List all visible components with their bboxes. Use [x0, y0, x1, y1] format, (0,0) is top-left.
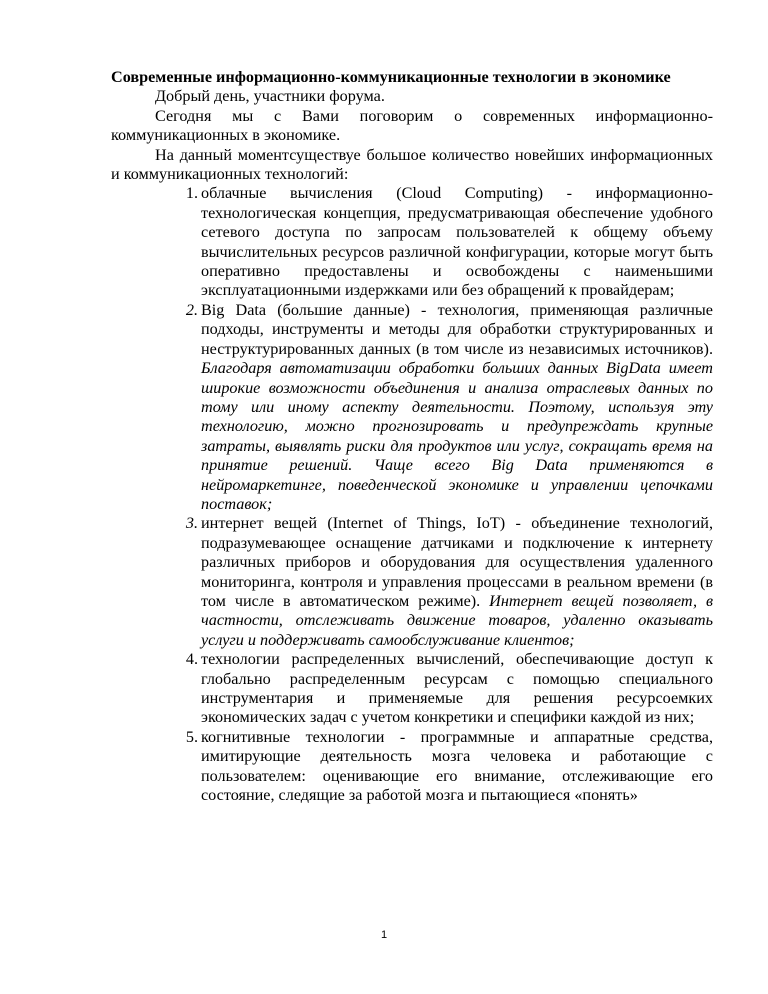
list-item-number: 3. — [185, 514, 198, 533]
list-item-text: Big Data (большие данные) - технология, применяющая различные подходы, инструменты и методы для обработки структурированных и неструктурированных данных (в том числе из независимых источников). — [201, 300, 713, 358]
list-item — [111, 301, 713, 514]
technologies-paragraph: На данный моментсуществуе большое количество новейших информационных и коммуникационных технологий: — [111, 145, 713, 184]
page-number: 1 — [380, 929, 388, 941]
greeting-paragraph: Добрый день, участники форума. — [155, 87, 385, 106]
list-item-italic-text: Благодаря автоматизации обработки больших данных BigData имеет широкие возможности объединения и анализа отраслевых данных по тому или иному аспекту деятельности. Поэтому, используя эту технологию, можно прогнозировать и предупреждать крупные затраты, выявлять риски для продуктов или услуг, сокращать время на принятие решений. Чаще всего Big Data применяются в нейромаркетинге, поведенческой экономике и управлении цепочками поставок; — [201, 359, 713, 513]
list-item-text: когнитивные технологии - программные и аппаратные средства, имитирующие деятельность мозга человека и работающие с пользователем: оценивающие его внимание, отслеживающие его состояние, следящие за работой мозга и пытающиеся «понять» — [201, 727, 713, 805]
list-item-text: интернет вещей (Internet of Things, IoT) - объединение технологий, подразумевающее оснащение датчиками и подключение к интернету различных приборов и оборудования для осуществления удаленного мониторинга, контроля и управления процессами в реальном времени (в том числе в автоматическом режиме). — [201, 514, 713, 610]
list-item — [111, 184, 713, 300]
list-item-italic-text: Интернет вещей позволяет, в частности, отслеживать движение товаров, удаленно оказывать услуги и поддерживать самообслуживание клиентов; — [201, 591, 713, 649]
technologies-list — [111, 184, 713, 805]
document-title: Современные информационно-коммуникационные технологии в экономике — [111, 68, 671, 86]
intro-paragraph: Сегодня мы с Вами поговорим о современных информационно-коммуникационных в экономике. — [111, 106, 713, 145]
document-body — [111, 68, 713, 805]
list-item — [111, 650, 713, 728]
list-item-number: 1. — [185, 184, 198, 203]
list-item-number: 5. — [185, 727, 198, 746]
list-item-text: облачные вычисления (Cloud Computing) - информационно-технологическая концепция, предусматривающая обеспечение удобного сетевого доступа по запросам пользователей к общему объему вычислительных ресурсов различной конфигурации, которые могут быть оперативно предоставлены и освобождены с наименьшими эксплуатационными издержками или без обращений к провайдерам; — [201, 184, 713, 300]
list-item-number: 2. — [185, 300, 198, 319]
list-item — [111, 728, 713, 806]
list-item — [111, 514, 713, 650]
list-item-number: 4. — [185, 650, 198, 669]
list-item-text: технологии распределенных вычислений, обеспечивающие доступ к глобально распределенным ресурсам с помощью специального инструментария и применяемые для решения ресурсоемких экономических задач с учетом конкретики и специфики каждой из них; — [201, 650, 713, 727]
